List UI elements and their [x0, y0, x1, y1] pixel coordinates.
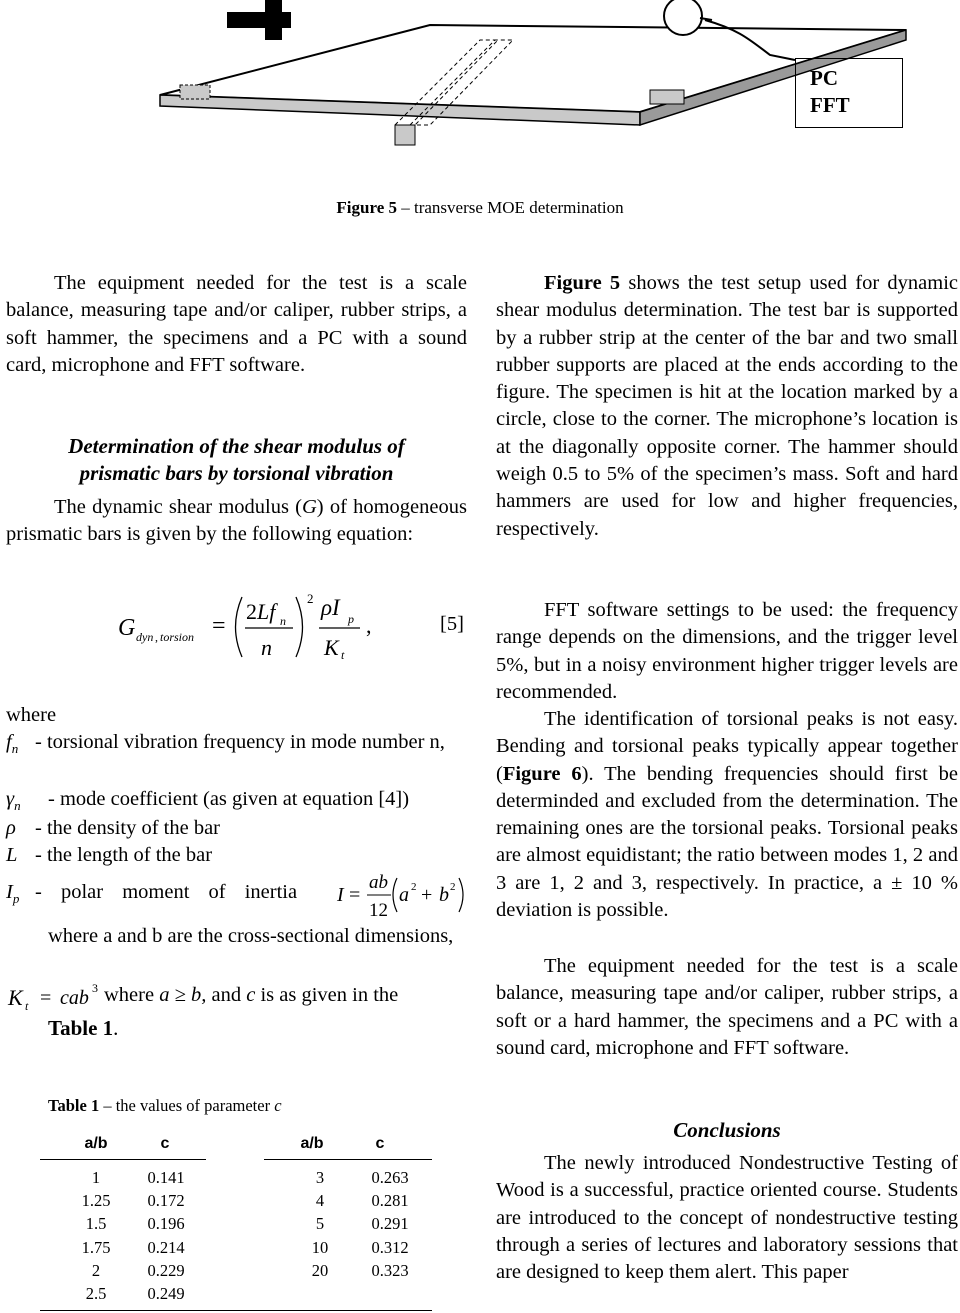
table-cell-c: 0.281	[371, 1191, 409, 1211]
conclusions-heading: Conclusions	[673, 1118, 781, 1142]
desc-ip: - polar moment of inertia	[35, 881, 298, 903]
table-reference: Table 1.	[48, 1016, 119, 1040]
table-cell-ab: 3	[315, 1168, 325, 1187]
table-header-ab-right: a/b	[300, 1135, 324, 1152]
table-cell-c: 0.141	[147, 1168, 185, 1187]
svg-text:p: p	[348, 612, 354, 626]
svg-text:ρI: ρI	[321, 595, 340, 620]
svg-text:b: b	[439, 884, 449, 906]
table-cell-ab: 1.25	[81, 1191, 111, 1211]
svg-text:dyn: dyn	[136, 630, 154, 644]
symbol-fn: $f_n$	[6, 731, 19, 757]
symbol-gamma: $\gamma_n$	[6, 788, 21, 814]
desc-rho: - the density of the bar	[35, 817, 221, 839]
section-heading-shear-modulus	[6, 433, 467, 487]
desc-gamma: - mode coefficient (as given at equation [4])	[48, 788, 410, 810]
table-cell-ab: 2	[91, 1260, 101, 1280]
svg-text:t: t	[25, 999, 29, 1013]
right-paragraph-fft-settings: FFT software settings to be used: the frequency range depends on the dimensions, and the trigger level 5%, but in a noisy environment higher trigger levels are recommended.	[496, 599, 958, 703]
svg-text:cab: cab	[60, 987, 89, 1009]
svg-text:2: 2	[307, 591, 314, 606]
cross-section-note: where a and b are the cross-sectional dimensions,	[48, 925, 454, 947]
table-row	[264, 1214, 444, 1236]
svg-text:=: =	[40, 987, 52, 1009]
svg-text:2: 2	[411, 881, 417, 893]
svg-text:+: +	[421, 884, 433, 906]
table-row	[40, 1214, 220, 1236]
svg-text:t: t	[341, 648, 345, 662]
desc-fn: - torsional vibration frequency in mode number n,	[35, 731, 445, 753]
list-item-gamma	[6, 786, 467, 813]
symbol-ip: $I_p$	[6, 881, 20, 907]
right-paragraph-figure-5: Figure 5 shows the test setup used for dynamic shear modulus determination. The test bar is supported by a rubber strip at the center of the bar and two small rubber supports are placed at the ends according to the figure. The specimen is hit at the location marked by a circle, close to the corner. The microphone’s location is at the diagonally opposite corner. The hammer should weigh 0.5 to 5% of the specimen’s mass. Soft and hard hammers are used for low and higher frequencies, respectively.	[496, 272, 958, 540]
table-row	[40, 1261, 220, 1283]
svg-text:,: ,	[366, 613, 372, 638]
table-cell-ab: 4	[315, 1191, 325, 1211]
para-text-a: The dynamic shear modulus (	[54, 496, 302, 518]
shear-modulus-paragraph	[6, 494, 467, 549]
table-header-ab-left: a/b	[84, 1135, 108, 1152]
table-row	[264, 1238, 444, 1260]
where-label: where	[6, 704, 57, 726]
table-cell-c: 0.172	[147, 1191, 185, 1211]
svg-text:3: 3	[92, 981, 98, 995]
symbol-rho: ρ	[6, 817, 16, 839]
table-1	[40, 1132, 433, 1313]
table-row	[40, 1238, 220, 1260]
figure-caption-text: – transverse MOE determination	[397, 198, 624, 217]
desc-length: - the length of the bar	[35, 844, 213, 866]
table-row	[264, 1191, 444, 1213]
list-item-length	[6, 842, 467, 869]
table-cell-ab: 1	[91, 1168, 101, 1187]
table-cell-ab: 1.5	[85, 1214, 107, 1234]
table-cell-ab: 5	[315, 1214, 325, 1234]
right-paragraph-equipment: The equipment needed for the test is a scale balance, measuring tape and/or caliper, rubber strips, a soft or a hard hammer, the specimens and a PC with a sound card, microphone and FFT software.	[496, 955, 958, 1059]
table-row	[40, 1284, 220, 1306]
table-cell-c: 0.196	[147, 1214, 185, 1234]
svg-text:=: =	[212, 613, 226, 639]
polar-moment-formula	[335, 868, 470, 928]
list-item-fn	[6, 729, 467, 756]
para-symbol-g: G	[301, 496, 317, 518]
microphone-icon	[664, 0, 702, 35]
fft-label: FFT	[810, 93, 850, 117]
table-cell-c: 0.214	[147, 1237, 185, 1257]
table-cell-c: 0.249	[147, 1284, 185, 1303]
svg-text:K: K	[8, 985, 23, 1010]
svg-text:n: n	[261, 635, 272, 660]
svg-text:=: =	[349, 884, 361, 906]
symbol-L: L	[6, 844, 18, 866]
list-item-rho	[6, 815, 467, 842]
right-paragraph-conclusions: The newly introduced Nondestructive Testing of Wood is a successful, practice oriented course. Students are introduced to the concept of nondestructive testing through a series of lectures and laboratory sessions that are designed to keep them alert. This paper	[496, 1152, 958, 1284]
svg-text:2: 2	[450, 881, 456, 893]
left-support	[180, 85, 210, 99]
table-row	[40, 1168, 220, 1190]
kt-formula	[6, 978, 116, 1018]
svg-text:n: n	[280, 614, 286, 628]
svg-text:K: K	[324, 635, 339, 660]
table-cell-c: 0.229	[147, 1260, 185, 1280]
right-paragraph-torsional-peaks: The identification of torsional peaks is not easy. Bending and torsional peaks typically appear together (Figure 6). The bending frequencies should first be determinded and excluded from the determination. The remaining ones are the torsional peaks. Torsional peaks are almost equidistant; the ratio between modes 1, 2 and 3 are 1, 2 and 3, respectively. In practice, a ± 10 % deviation is possible.	[496, 708, 959, 922]
right-support	[650, 90, 684, 104]
table-cell-c: 0.263	[371, 1168, 409, 1187]
equation-5	[110, 585, 470, 665]
table-cell-c: 0.312	[371, 1237, 409, 1257]
table-header-rule-left	[40, 1159, 206, 1160]
table-cell-ab: 1.75	[81, 1237, 111, 1257]
table-cell-ab: 20	[311, 1260, 329, 1280]
heading-line-2: prismatic bars by torsional vibration	[79, 461, 394, 485]
figure-caption-label: Figure 5	[336, 198, 397, 217]
table-cell-ab: 10	[311, 1237, 329, 1257]
table-cell-c: 0.323	[371, 1260, 409, 1280]
table-header-c-left: c	[160, 1135, 170, 1152]
left-intro-paragraph: The equipment needed for the test is a scale balance, measuring tape and/or caliper, rubber strips, a soft hammer, the specimens and a PC with a sound card, microphone and FFT software.	[6, 272, 467, 376]
para-text-b: ) of homogeneous prismatic bars is given by the following equation:	[6, 496, 467, 546]
svg-text:I: I	[337, 884, 344, 906]
svg-text:12: 12	[369, 900, 388, 921]
table-cell-c: 0.291	[371, 1214, 409, 1234]
svg-text:,: ,	[155, 630, 158, 644]
svg-text:a: a	[399, 884, 409, 906]
pc-fft-box	[795, 58, 903, 128]
equation-number: [5]	[440, 613, 464, 635]
table-row	[264, 1168, 444, 1190]
pc-label: PC	[810, 66, 838, 90]
svg-text:ab: ab	[369, 872, 388, 893]
table-header-rule-right	[264, 1159, 432, 1160]
kt-description: where a ≥ b, and c is as given in the	[104, 984, 399, 1006]
table-row	[40, 1191, 220, 1213]
center-support	[395, 125, 415, 145]
table-cell-ab: 2.5	[85, 1284, 107, 1303]
svg-text:torsion: torsion	[160, 630, 195, 644]
heading-line-1: Determination of the shear modulus of	[68, 434, 405, 458]
svg-text:Lf: Lf	[257, 599, 276, 624]
figure-5	[0, 0, 960, 170]
table-row	[264, 1261, 444, 1283]
table-1-caption: Table 1 – the values of parameter c	[48, 1096, 282, 1115]
figure-caption	[0, 198, 960, 218]
equation-5-svg	[110, 585, 410, 665]
hammer-handle	[265, 0, 282, 40]
svg-text:2: 2	[246, 599, 257, 624]
table-bottom-rule	[40, 1310, 432, 1311]
svg-text:G: G	[118, 615, 136, 641]
table-header-c-right: c	[375, 1135, 385, 1152]
